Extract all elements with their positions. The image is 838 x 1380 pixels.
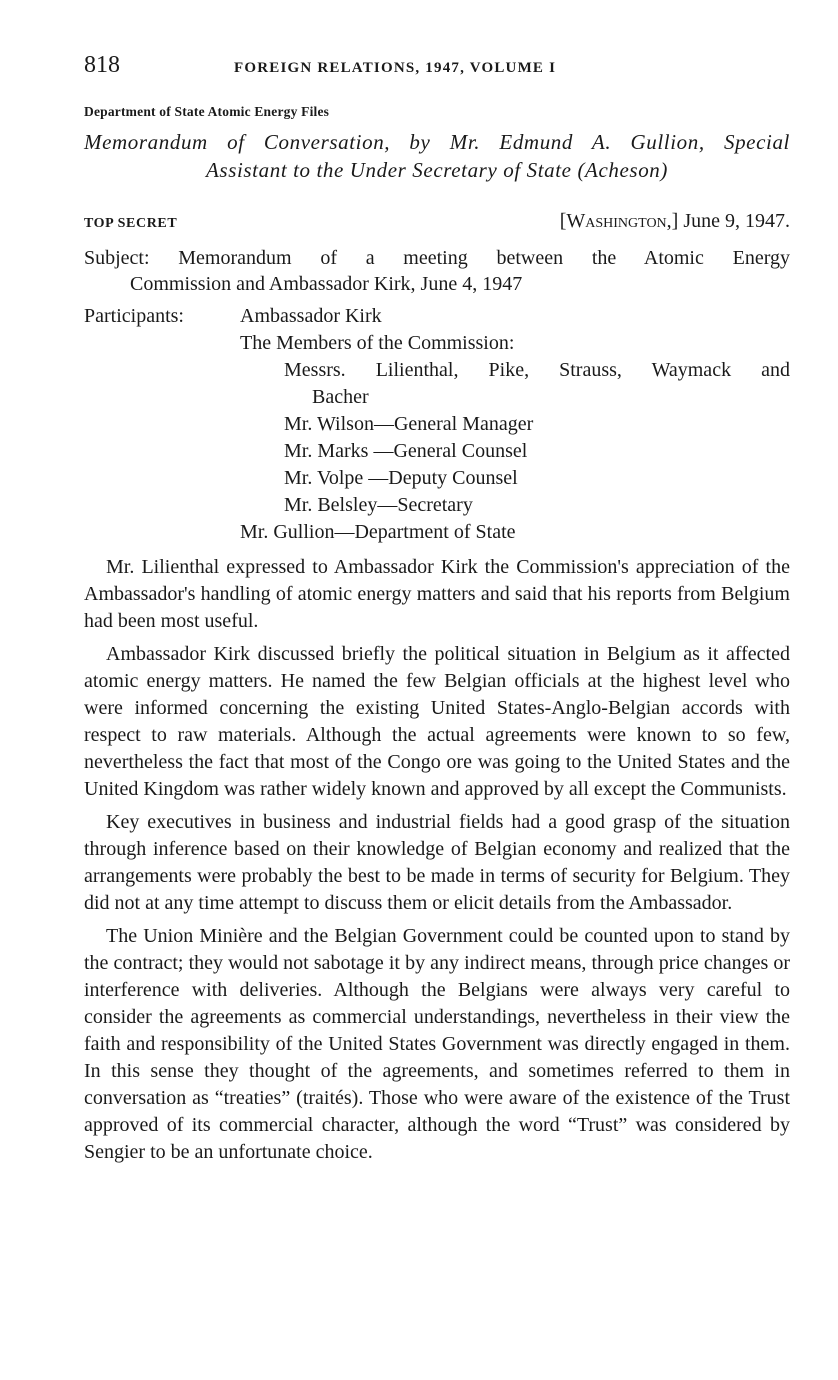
subject-line-1: Subject: Memorandum of a meeting between the Atomic Energy — [84, 247, 790, 269]
subject-block — [84, 245, 790, 297]
participant-wilson: Mr. Wilson—General Manager — [284, 413, 534, 435]
running-title: FOREIGN RELATIONS, 1947, VOLUME I — [234, 60, 557, 76]
title-line-2: Assistant to the Under Secretary of State (Acheson) — [206, 158, 668, 182]
participant-volpe: Mr. Volpe —Deputy Counsel — [284, 467, 518, 489]
classification-row — [84, 210, 790, 233]
page-header — [84, 52, 790, 86]
classification-marking: TOP SECRET — [84, 216, 178, 231]
document-page — [84, 52, 790, 1172]
dateline — [560, 210, 790, 233]
title-line-1: Memorandum of Conversation, by Mr. Edmund A. Gullion, Special — [84, 130, 790, 154]
paragraph: Mr. Lilienthal expressed to Ambassador Kirk the Commission's appreciation of the Ambassador's handling of atomic energy matters and said that his reports from Belgium had been most useful. — [84, 556, 790, 632]
source-line: Department of State Atomic Energy Files — [84, 104, 330, 119]
commission-header: The Members of the Commission: — [240, 332, 515, 354]
participants-block — [84, 303, 790, 546]
messrs-line-1: Messrs. Lilienthal, Pike, Strauss, Waymack and — [284, 359, 790, 381]
dateline-place: [Washington,] — [559, 210, 679, 232]
memo-body — [84, 554, 790, 1166]
commission-members — [240, 357, 790, 519]
participant-marks: Mr. Marks —General Counsel — [284, 440, 528, 462]
subject-line-2: Commission and Ambassador Kirk, June 4, 1947 — [130, 273, 523, 295]
participant-gullion: Mr. Gullion—Department of State — [240, 521, 516, 543]
participant-ambassador: Ambassador Kirk — [240, 305, 382, 327]
participants-label: Participants: — [84, 305, 184, 327]
dateline-date: June 9, 1947. — [683, 210, 790, 232]
page-number: 818 — [84, 52, 120, 78]
paragraph: The Union Minière and the Belgian Government could be counted upon to stand by the contract; they would not sabotage it by any indirect means, through price changes or interference with deliveries. Although the Belgians were always very careful to consider the agreements as commercial understandings, nevertheless in their view the faith and responsibility of the United States Government was directly engaged in them. In this sense they thought of the agreements, and sometimes referred to them in conversation as “treaties” (traités). Those who were aware of the existence of the Trust approved of its commercial character, although the word “Trust” was considered by Sengier to be an unfortunate choice. — [84, 925, 790, 1163]
paragraph: Ambassador Kirk discussed briefly the political situation in Belgium as it affected atomic energy matters. He named the few Belgian officials at the highest level who were informed concerning the existing United States-Anglo-Belgian accords with respect to raw materials. Although the actual agreements were known to so few, nevertheless the fact that most of the Congo ore was going to the United States and the United Kingdom was rather widely known and approved by all except the Communists. — [84, 643, 790, 800]
participant-belsley: Mr. Belsley—Secretary — [284, 494, 473, 516]
document-title — [84, 128, 790, 184]
paragraph: Key executives in business and industrial fields had a good grasp of the situation through inference based on their knowledge of Belgian economy and realized that the arrangements were probably the best to be made in terms of security for Belgium. They did not at any time attempt to discuss them or elicit details from the Ambassador. — [84, 811, 790, 914]
messrs-line-2: Bacher — [312, 386, 369, 408]
